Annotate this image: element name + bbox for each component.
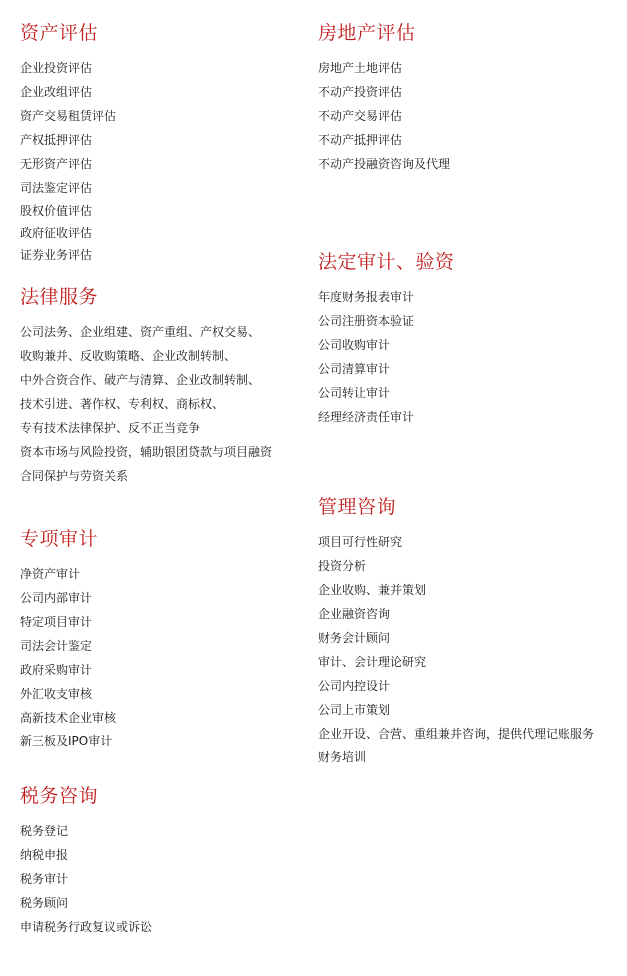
list-item: 外汇收支审核 — [20, 687, 93, 701]
list-item: 财务培训 — [318, 750, 367, 764]
list-item: 企业改组评估 — [20, 85, 93, 99]
list-item: 公司法务、企业组建、资产重组、产权交易、 — [20, 325, 261, 339]
section-statutory-audit — [318, 250, 455, 429]
section-title: 资产评估 — [20, 22, 99, 44]
list-item: 公司注册资本验证 — [318, 314, 415, 328]
list-item: 投资分析 — [318, 559, 367, 573]
list-item: 纳税申报 — [20, 848, 69, 862]
list-item: 经理经济责任审计 — [318, 410, 415, 424]
list-item: 收购兼并、反收购策略、企业改制转制、 — [20, 349, 237, 363]
list-item: 司法鉴定评估 — [20, 181, 93, 195]
list-item: 政府征收评估 — [20, 226, 93, 240]
list-realestate — [318, 56, 450, 176]
list-item: 证券业务评估 — [20, 248, 93, 262]
section-legal-services — [20, 285, 272, 488]
list-item: 产权抵押评估 — [20, 133, 93, 147]
list-item: 高新技术企业审核 — [20, 711, 117, 725]
list-tax — [20, 819, 152, 939]
section-title: 税务咨询 — [20, 785, 99, 807]
list-item: 资本市场与风险投资，辅助银团贷款与项目融资 — [20, 445, 273, 459]
list-item: 企业收购、兼并策划 — [318, 583, 427, 597]
list-management — [318, 530, 594, 768]
section-title: 法定审计、验资 — [318, 251, 455, 273]
list-item: 技术引进、著作权、专利权、商标权、 — [20, 397, 225, 411]
list-item: 不动产投融资咨询及代理 — [318, 157, 451, 171]
list-item: 无形资产评估 — [20, 157, 93, 171]
list-asset — [20, 56, 116, 266]
section-title: 房地产评估 — [318, 22, 416, 44]
section-title: 专项审计 — [20, 528, 99, 550]
list-item: 公司上市策划 — [318, 703, 391, 717]
list-statutory — [318, 285, 455, 429]
section-title: 管理咨询 — [318, 496, 397, 518]
list-item: 不动产抵押评估 — [318, 133, 403, 147]
section-management-consulting — [318, 495, 594, 768]
list-item: 企业投资评估 — [20, 61, 93, 75]
list-legal — [20, 320, 272, 488]
section-special-audit — [20, 527, 116, 752]
list-item: 申请税务行政复议或诉讼 — [20, 920, 153, 934]
list-item: 公司内部审计 — [20, 591, 93, 605]
list-item: 项目可行性研究 — [318, 535, 403, 549]
list-item: 企业开设、合营、重组兼并咨询，提供代理记账服务 — [318, 727, 595, 741]
list-item: 专有技术法律保护、反不正当竞争 — [20, 421, 201, 435]
list-item: 税务审计 — [20, 872, 69, 886]
section-asset-appraisal — [20, 21, 116, 266]
list-item: 特定项目审计 — [20, 615, 93, 629]
list-item: 资产交易租赁评估 — [20, 109, 117, 123]
list-item: 政府采购审计 — [20, 663, 93, 677]
list-item: 不动产交易评估 — [318, 109, 403, 123]
list-item: 合同保护与劳资关系 — [20, 469, 129, 483]
list-item: 新三板及IPO审计 — [20, 734, 113, 748]
list-item: 审计、会计理论研究 — [318, 655, 427, 669]
list-item: 公司转让审计 — [318, 386, 391, 400]
list-item: 财务会计顾问 — [318, 631, 391, 645]
list-item: 房地产土地评估 — [318, 61, 403, 75]
list-item: 股权价值评估 — [20, 204, 93, 218]
list-item: 司法会计鉴定 — [20, 639, 93, 653]
list-item: 净资产审计 — [20, 567, 81, 581]
list-item: 不动产投资评估 — [318, 85, 403, 99]
section-tax-consulting — [20, 784, 152, 939]
list-special — [20, 562, 116, 752]
list-item: 企业融资咨询 — [318, 607, 391, 621]
list-item: 年度财务报表审计 — [318, 290, 415, 304]
list-item: 公司清算审计 — [318, 362, 391, 376]
list-item: 税务登记 — [20, 824, 69, 838]
list-item: 中外合资合作、破产与清算、企业改制转制、 — [20, 373, 261, 387]
list-item: 税务顾问 — [20, 896, 69, 910]
section-real-estate-appraisal — [318, 21, 450, 176]
list-item: 公司收购审计 — [318, 338, 391, 352]
section-title: 法律服务 — [20, 286, 99, 308]
list-item: 公司内控设计 — [318, 679, 391, 693]
